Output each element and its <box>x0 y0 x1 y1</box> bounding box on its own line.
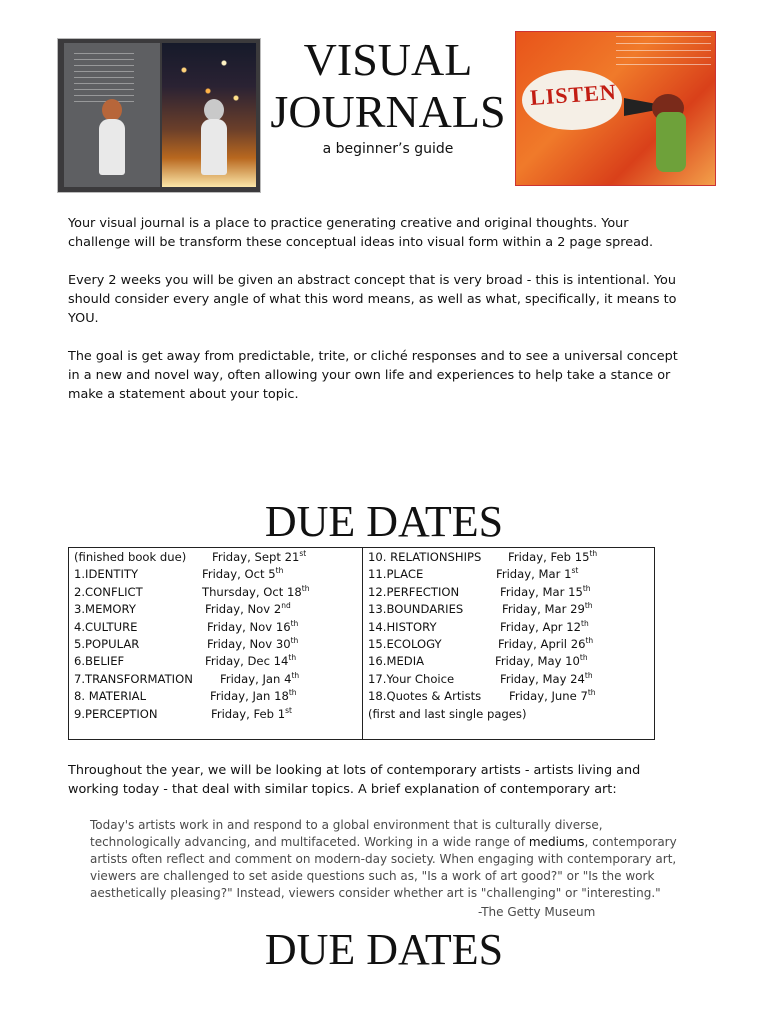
due-date-text: Friday, May 24 <box>500 671 585 686</box>
figure-body-left <box>99 119 125 175</box>
due-date-suffix: th <box>275 566 284 576</box>
handwriting-lines <box>616 36 711 70</box>
topic-label: 16.MEDIA <box>368 654 425 669</box>
visual-journal-spread-photo <box>58 39 260 192</box>
due-date-text: Friday, Sept 21 <box>212 550 300 564</box>
due-date <box>496 566 578 583</box>
due-date <box>205 653 296 670</box>
intro-paragraph-1: Your visual journal is a place to practice generating creative and original thoughts. Your challenge will be transform these conceptual ideas into visual form within a 2 page spread. <box>68 216 654 250</box>
quote-attribution: -The Getty Museum <box>478 905 596 919</box>
topic-label: (first and last single pages) <box>368 706 527 721</box>
due-date <box>498 636 593 653</box>
due-date <box>212 549 306 566</box>
due-dates-heading: DUE DATES <box>264 497 504 546</box>
topic-label: 11.PLACE <box>368 567 424 582</box>
due-date <box>202 566 283 583</box>
due-date <box>210 688 297 705</box>
due-date-suffix: th <box>290 636 299 645</box>
due-date-text: Thursday, Oct 18 <box>202 584 302 599</box>
topic-label: 5.POPULAR <box>74 637 140 651</box>
due-date-suffix: th <box>584 601 593 611</box>
topic-label: 4.CULTURE <box>74 619 138 634</box>
due-dates-heading-footer: DUE DATES <box>264 925 504 974</box>
due-date-suffix: th <box>301 583 310 593</box>
listen-journal-page-photo <box>516 32 715 185</box>
topic-label: 14.HISTORY <box>368 619 437 634</box>
due-date-suffix: st <box>571 566 579 576</box>
topic-label: 13.BOUNDARIES <box>368 602 464 617</box>
due-date-suffix: th <box>589 549 598 558</box>
topic-label: 17.Your Choice <box>368 671 455 686</box>
topic-label: 10. RELATIONSHIPS <box>368 550 482 564</box>
due-date-suffix: th <box>288 653 297 663</box>
due-date-text: Friday, Jan 18 <box>210 689 289 704</box>
figure-head-right <box>204 99 224 121</box>
due-date-text: Friday, Mar 1 <box>496 567 572 582</box>
due-date-text: Friday, Feb 15 <box>508 550 590 564</box>
due-date <box>502 601 593 618</box>
getty-quote <box>90 817 680 902</box>
due-date <box>508 549 597 566</box>
due-date <box>500 619 589 636</box>
topic-label: 6.BELIEF <box>74 654 125 669</box>
title-journals: JOURNALS <box>270 86 506 137</box>
due-date-text: Friday, Oct 5 <box>202 567 276 582</box>
due-dates-table <box>68 547 655 740</box>
due-date <box>500 584 591 601</box>
due-date-text: Friday, Dec 14 <box>205 654 289 669</box>
due-date-text: Friday, Mar 15 <box>500 584 583 599</box>
due-date-suffix: th <box>291 670 300 680</box>
due-date <box>202 584 309 601</box>
due-date-suffix: th <box>290 618 299 628</box>
topic-label: 8. MATERIAL <box>74 689 147 704</box>
due-date-suffix: st <box>285 705 292 715</box>
subtitle: a beginner’s guide <box>322 141 454 157</box>
quote-text-start: Today's artists work in and respond to a global environment that is culturally diverse, technologically advancing, and multifaceted. Working in a wide range of <box>90 818 603 849</box>
quote-mediums: mediums <box>528 835 585 849</box>
topic-label: 18.Quotes & Artists <box>368 689 482 704</box>
due-date <box>207 636 298 653</box>
due-date-suffix: st <box>299 549 307 558</box>
topic-label: 2.CONFLICT <box>74 584 143 599</box>
due-date-text: Friday, Mar 29 <box>502 602 585 617</box>
contemporary-intro: Throughout the year, we will be looking at lots of contemporary artists - artists living and working today - that deal with similar topics. A brief explanation of contemporary art: <box>68 763 641 797</box>
topic-label: 3.MEMORY <box>74 602 136 617</box>
due-date-text: Friday, Apr 12 <box>500 619 582 634</box>
due-date-text: Friday, Nov 16 <box>207 619 291 634</box>
listen-lettering: LISTEN <box>529 79 618 110</box>
due-date-suffix: th <box>288 688 297 698</box>
quote-text-end: , contemporary artists often reflect and comment on modern-day society. When engaging with contemporary art, viewers are challenged to set aside questions such as, "Is a work of art good?" or "Is the work aesthetically pleasing?" Instead, viewers consider whether art is "challenging" or "interesting." <box>90 835 677 900</box>
topic-label: 12.PERFECTION <box>368 584 460 599</box>
due-date-suffix: th <box>579 653 588 663</box>
due-date-text: Friday, Nov 30 <box>207 637 291 651</box>
due-date <box>500 671 593 688</box>
due-date-suffix: th <box>584 670 593 680</box>
due-date <box>211 706 292 723</box>
handwriting-scribble <box>74 53 134 103</box>
due-date-text: Friday, Feb 1 <box>211 706 286 721</box>
due-date <box>220 671 299 688</box>
intro-paragraph-3: The goal is get away from predictable, trite, or cliché responses and to see a universal concept in a new and novel way, often allowing your own life and experiences to help take a stance or make a statement about your topic. <box>68 349 678 402</box>
due-date-text: Friday, Nov 2 <box>205 602 282 617</box>
due-date <box>207 619 298 636</box>
due-date-text: Friday, May 10 <box>495 654 580 669</box>
title-visual: VISUAL <box>303 34 473 85</box>
topic-label: 15.ECOLOGY <box>368 637 442 651</box>
due-dates-right-column <box>363 548 654 739</box>
girl-figure <box>656 112 686 172</box>
due-date-suffix: th <box>585 636 594 645</box>
due-dates-left-column <box>69 548 363 739</box>
due-date-suffix: nd <box>281 601 291 611</box>
due-date <box>509 688 596 705</box>
due-date-suffix: th <box>581 618 589 628</box>
topic-label: 9.PERCEPTION <box>74 706 158 721</box>
figure-head-left <box>102 99 122 121</box>
due-date-text: Friday, April 26 <box>498 637 586 651</box>
figure-body-right <box>201 119 227 175</box>
due-date <box>205 601 291 618</box>
due-date-text: Friday, Jan 4 <box>220 671 292 686</box>
due-date-suffix: th <box>587 688 596 698</box>
topic-label: 7.TRANSFORMATION <box>74 671 193 686</box>
due-date <box>495 653 588 670</box>
intro-paragraph-2: Every 2 weeks you will be given an abstract concept that is very broad - this is intentional. You should consider every angle of what this word means, as well as what, specifically, it means to YOU. <box>68 273 677 326</box>
due-date-suffix: th <box>582 583 591 593</box>
topic-label: (finished book due) <box>74 550 187 564</box>
due-date-text: Friday, June 7 <box>509 689 588 704</box>
topic-label: 1.IDENTITY <box>74 567 139 582</box>
